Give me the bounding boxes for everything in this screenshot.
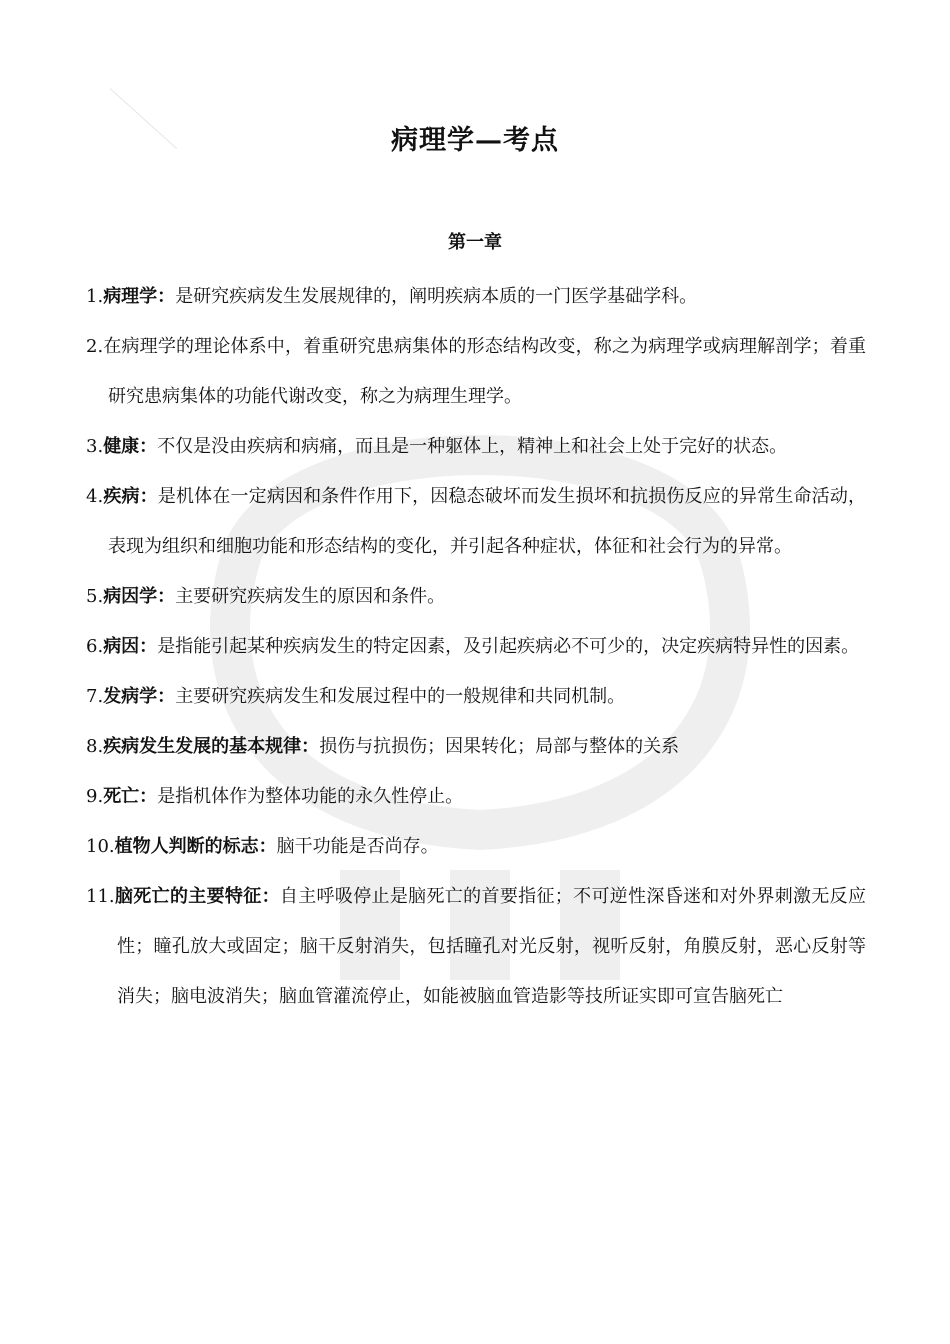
item-number: 8. <box>86 736 104 757</box>
item-number: 9. <box>86 786 104 807</box>
item-term: 疾病： <box>103 486 158 507</box>
item-number: 1. <box>86 286 104 307</box>
item-term: 植物人判断的标志： <box>114 836 277 857</box>
list-item <box>86 722 866 772</box>
key-points-list <box>86 272 866 1022</box>
item-term: 发病学： <box>103 686 176 707</box>
list-item <box>86 672 866 722</box>
item-text: 是指机体作为整体功能的永久性停止。 <box>157 786 464 807</box>
item-text: 是机体在一定病因和条件作用下，因稳态破坏而发生损坏和抗损伤反应的异常生命活动，表现为组织和细胞功能和形态结构的变化，并引起各种症状，体征和社会行为的异常。 <box>108 486 867 557</box>
item-term: 病理学： <box>103 286 176 307</box>
list-item <box>86 772 866 822</box>
item-text: 损伤与抗损伤；因果转化；局部与整体的关系 <box>319 736 680 757</box>
item-number: 5. <box>86 586 104 607</box>
document-title: 病理学—考点 <box>391 125 559 156</box>
list-item <box>86 422 866 472</box>
chapter-heading: 第一章 <box>448 232 502 253</box>
list-item <box>86 622 866 672</box>
item-term: 死亡： <box>103 786 158 807</box>
item-text: 在病理学的理论体系中，着重研究患病集体的形态结构改变，称之为病理学或病理解剖学；着重研究患病集体的功能代谢改变，称之为病理生理学。 <box>103 336 866 407</box>
item-text: 自主呼吸停止是脑死亡的首要指征；不可逆性深昏迷和对外界刺激无反应性；瞳孔放大或固定；脑干反射消失，包括瞳孔对光反射，视听反射，角膜反射，恶心反射等消失；脑电波消失；脑血管灌流停止，如能被脑血管造影等技所证实即可宣告脑死亡 <box>117 886 867 1007</box>
item-number: 7. <box>86 686 104 707</box>
item-number: 10. <box>86 836 115 857</box>
item-text: 是研究疾病发生发展规律的，阐明疾病本质的一门医学基础学科。 <box>175 286 698 307</box>
list-item <box>86 572 866 622</box>
list-item <box>86 822 866 872</box>
item-text: 是指能引起某种疾病发生的特定因素，及引起疾病必不可少的，决定疾病特异性的因素。 <box>157 636 860 657</box>
item-number: 3. <box>86 436 104 457</box>
list-item <box>86 322 866 422</box>
item-number: 11. <box>86 886 115 907</box>
item-term: 健康： <box>103 436 158 457</box>
item-term: 疾病发生发展的基本规律： <box>103 736 320 757</box>
item-text: 脑干功能是否尚存。 <box>276 836 439 857</box>
item-number: 4. <box>86 486 104 507</box>
list-item <box>86 472 866 572</box>
list-item <box>86 872 866 1022</box>
item-term: 脑死亡的主要特征： <box>114 886 280 907</box>
item-text: 不仅是没由疾病和病痛，而且是一种躯体上，精神上和社会上处于完好的状态。 <box>157 436 788 457</box>
item-text: 主要研究疾病发生和发展过程中的一般规律和共同机制。 <box>175 686 626 707</box>
item-number: 6. <box>86 636 104 657</box>
item-number: 2. <box>86 336 104 357</box>
list-item <box>86 272 866 322</box>
item-term: 病因： <box>103 636 158 657</box>
item-text: 主要研究疾病发生的原因和条件。 <box>175 586 446 607</box>
item-term: 病因学： <box>103 586 176 607</box>
